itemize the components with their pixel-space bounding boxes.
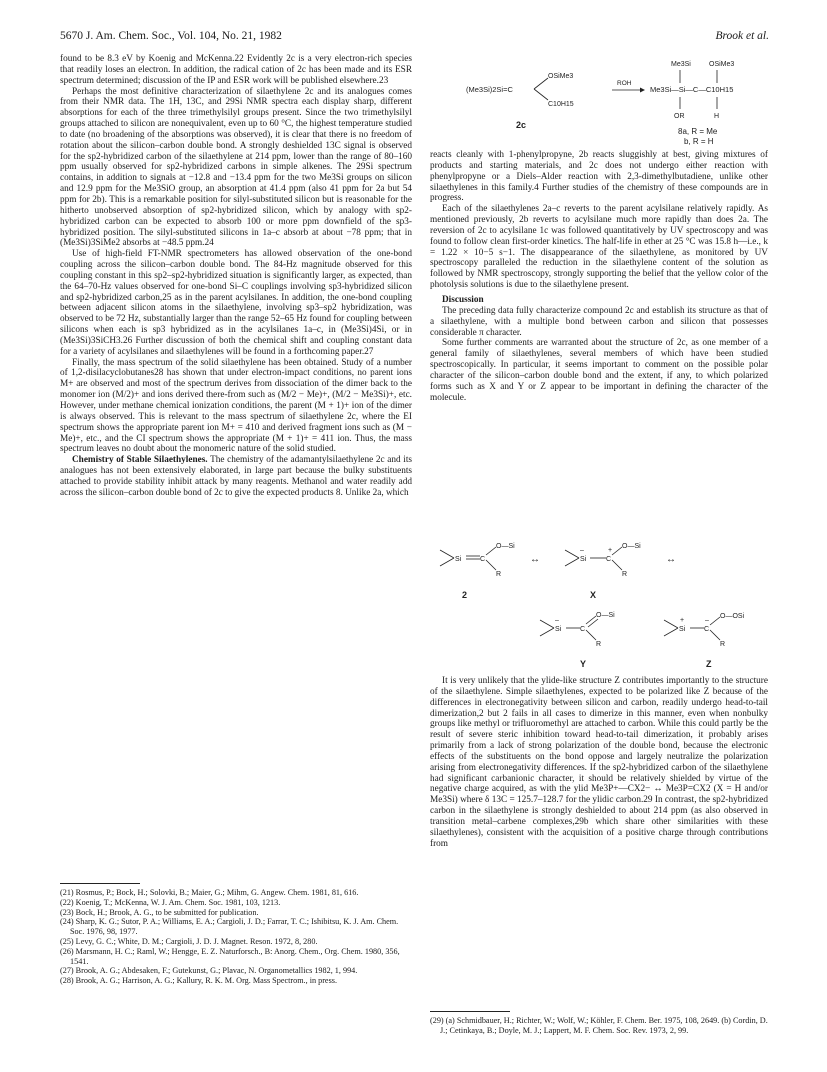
paragraph: It is very unlikely that the ylide-like structure Z contributes importantly to the structure of the silaethylene. Simple silaethylenes, expected to be polarized like Z because of the differences in electronegativity between silicon and carbon, readily undergo head-to-tail dimerization,2 but 2 fails in all cases to dimerize in this manner, even when nonbulky groups like methyl or trifluoromethyl are attached to carbon. While this could partly be the result of severe steric inhibition toward head-to-tail dimerization, it probably arises primarily from a lack of strong polarization of the double bond, because the electronic effects of the substituents on the bond oppose and largely neutralize the polarization arising from electronegativity differences. If the sp2-hybridized carbon of the silaethylene had significant carbanionic character, it should be relatively shielded by virtue of the negative charge acquired, as with the ylid Me3P+—CX2− ↔ Me3P=CX2 (X = H and/or Me3Si) where δ 13C = 125.7–128.7 for the ylidic carbon.29 In contrast, the sp2-hybridized carbon in the silaethylene is strongly deshielded to about 214 ppm (as also observed in transition metal–carbene complexes,29b which share other similarities with these silaethylenes), consistent with the acquisition of a positive charge through contributions from [430,676,768,849]
r-group: R [596,641,602,648]
o-si-group: O—Si [496,543,515,550]
bond [664,628,678,636]
product-or: OR [674,113,685,120]
reaction-scheme [430,54,770,148]
product-osime3: OSiMe3 [709,61,735,68]
charge-plus: + [608,547,613,554]
bond [440,550,454,558]
c-atom: C [704,626,710,633]
journal-citation: 5670 J. Am. Chem. Soc., Vol. 104, No. 21, 1982 [60,30,282,42]
reference: (21) Rosmus, P.; Bock, H.; Solovki, B.; Maier, G.; Mihm, G. Angew. Chem. 1981, 81, 616. [60,888,359,897]
o-si-group: O—Si [596,612,615,619]
author-running-head: Brook et al. [715,30,769,42]
structure-2-label: 2 [462,590,468,600]
resonance-structures [430,540,770,670]
r-group: R [496,571,502,578]
running-header [60,30,769,46]
c-atom: C [480,556,486,563]
resonance-arrow-icon: ↔ [666,554,676,565]
bond [586,630,596,640]
reactant-osime3: OSiMe3 [548,73,574,80]
product-chain: Me3Si—Si—C—C10H15 [650,85,734,94]
bond [534,89,548,100]
right-references [430,1016,768,1036]
o-osi-group: O—OSi [720,613,745,620]
bond [565,558,579,566]
bond [664,620,678,628]
product-me3si: Me3Si [671,61,691,68]
section-heading: Chemistry of Stable Silaethylenes. [72,455,208,466]
c-atom: C [606,556,612,563]
right-column [430,150,768,403]
product-label-b: b, R = H [684,137,714,146]
r-group: R [720,641,726,648]
reactant-c10h15: C10H15 [548,101,574,108]
paragraph: Each of the silaethylenes 2a–c reverts to the parent acylsilane relatively rapidly. As mentioned previously, 2b reverts to acylsilane much more rapidly than does 2a. The reversion of 2c to acylsilane 1c was followed quantitatively by UV spectroscopy and was found to follow clean first-order kinetics. The half-life in ether at 25 °C was 15.8 h—i.e., k = 1.22 × 10−5 s−1. The disappearance of the silaethylene, as monitored by UV spectroscopy paralleled the reduction in the silaethylene content of the solution as followed by NMR spectroscopy, strongly supporting the belief that the yellow color of the photolysis solutions is due to the silaethylene present. [430,204,768,291]
c-atom: C [580,626,586,633]
product-label-a: 8a, R = Me [678,127,718,136]
bond [486,547,496,555]
structure-x-label: X [590,590,597,600]
paragraph: reacts cleanly with 1-phenylpropyne, 2b reacts sluggishly at best, giving mixtures of products and starting materials, and 2c does not undergo either reaction with phenylpropyne or a Diels–Alder reaction with 2,3-dimethylbutadiene, unlike other silaethylenes in this family.4 Further studies of the chemistry of these compounds are in progress. [430,150,768,204]
double-bond [588,619,598,627]
si-atom: Si [679,626,686,633]
compound-label: 2c [516,120,527,130]
paragraph: Finally, the mass spectrum of the solid silaethylene has been obtained. Study of a number of 1,2-disilacyclobutanes28 has shown that under electron-impact conditions, no parent ions M+ are observed and most of the spectrum derives from dissociation of the dimer back to the monomer ion (M/2)+ and ions derived there-from such as (M/2 − Me)+, (M/2 − Me3Si)+, etc. However, under methane chemical ionization conditions, the parent (M + 1)+ ion of the dimer is always observed. This is relevant to the mass spectrum of silaethylene 2c, where the EI spectrum shows the appropriate parent ion M+ = 410 and derived fragment ions such as (M − Me)+, etc., and the CI spectrum shows the appropriate (M + 1)+ = 411 ion. Thus, the mass spectrum leaves no doubt about the monomeric nature of the solid studied. [60,357,412,455]
reference: (27) Brook, A. G.; Abdesaken, F.; Gutekunst, G.; Plavac, N. Organometallics 1982, 1, 994. [60,966,358,976]
bond [710,617,720,625]
paragraph: found to be 8.3 eV by Koenig and McKenna.22 Evidently 2c is a very electron-rich species that readily loses an electron. In addition, the radical cation of 2c has been made and its ESR spectrum determined; discussion of the IP and ESR work will be published elsewhere.23 [60,54,412,86]
bond [710,630,720,640]
structure-y-label: Y [580,659,587,669]
bond [534,78,548,89]
paragraph: The preceding data fully characterize compound 2c and establish its structure as that of a silaethylene, with a multiple bond between carbon and silicon that possesses considerable π character. [430,305,768,338]
r-group: R [622,571,628,578]
structure-z-label: Z [706,659,712,669]
bond [565,550,579,558]
bond [612,560,622,570]
si-atom: Si [580,556,587,563]
si-atom: Si [455,556,462,563]
charge-minus: – [555,617,559,624]
paragraph: Some further comments are warranted about the structure of 2c, as one member of a general family of silaethylenes, several members of which have been studied spectroscopically. In particular, it seems important to comment on the possible polar character of the silicon–carbon double bond and the extent, if any, to which polarized forms such as X and Y or Z appear to be important in defining the character of the molecule. [430,338,768,403]
arrow-head-icon [640,88,645,93]
bond [540,620,554,628]
reference: (29) (a) Schmidbauer, H.; Richter, W.; Wolf, W.; Köhler, F. Chem. Ber. 1975, 108, 2649. (b) Cordin, D. J.; Cetinkaya, B.; Doyle, M. J.; Lappert, M. F. Chem. Soc. Rev. 1973, 2, 99. [430,1016,768,1035]
resonance-arrow-icon: ↔ [530,554,540,565]
section-text: The chemistry of the adamantylsilaethylene 2c and its analogues has not been extensively elaborated, in large part because the bulky substituents attached to provide stability inhibit attack by many reagents. Methanol and water readily add across the silicon–carbon double bond of 2c to give the expected products 8. Unlike 2a, which [60,455,412,498]
bond [486,560,496,570]
paragraph: Use of high-field FT-NMR spectrometers has allowed observation of the one-bond coupling across the silicon–carbon double bond. The 84-Hz magnitude observed for this coupling constant in this sp2–sp2-hybridized situation is significantly larger, as expected, than the 64–70-Hz values observed for one-bond Si–C couplings involving sp3-hybridized silicon and sp2-hybridized carbon,25 as in the parent acylsilanes. In addition, the one-bond coupling between adjacent silicon atoms in the silaethylene, involving sp3–sp2 hybridization, was observed to be 72 Hz, substantially larger than the range 52–65 Hz found for coupling between silicons when each is sp3 hybridized as in the acylsilanes 1a–c, in (Me3Si)4Si, or in (Me3Si)3SiCH3.26 Further discussion of both the chemical shift and coupling constant data for a variety of acylsilanes and silaethylenes will be found in a forthcoming paper.27 [60,249,412,357]
product-h: H [714,113,720,120]
footnote-rule [60,883,140,884]
footnote-rule [430,1011,510,1012]
reference: (23) Bock, H.; Brook, A. G., to be submitted for publication. [60,907,259,917]
reactant-formula: (Me3Si)2Si=C [466,85,513,94]
right-column-continued [430,676,768,850]
left-column [60,54,412,499]
bond [540,628,554,636]
bond [612,547,622,555]
double-bond [586,616,596,624]
o-si-group: O—Si [622,543,641,550]
charge-plus: + [680,617,685,624]
reference: (24) Sharp, K. G.; Sutor, P. A.; Williams, E. A.; Cargioli, J. D.; Farrar, T. C.; Ishibitsu, K. J. Am. Chem. Soc. 1976, 98, 1977. [60,917,399,937]
charge-minus: – [580,547,584,554]
reference: (26) Marsmann, H. C.; Raml, W.; Hengge, E. Z. Naturforsch., B: Anorg. Chem., Org. Chem. 1980, 356, 1541. [60,946,400,966]
reference: (25) Levy, G. C.; White, D. M.; Cargioli, J. D. J. Magnet. Reson. 1972, 8, 280. [60,936,318,946]
paragraph: Perhaps the most definitive characterization of silaethylene 2c and its analogues comes from their NMR data. The 1H, 13C, and 29Si NMR spectra each display sharp, different absorptions for each of the three trimethylsilyl groups present. Since the two trimethylsilyl groups attached to silicon are nonequivalent, even up to 60 °C, the highest temperature studied to date (no broadening of the absorptions was observed), it is clear that there is no freedom of rotation about the silicon–carbon double bond. A strongly deshielded 13C signal is observed for the sp2-hybridized carbon of the silaethylene at 214 ppm, lower than the range of 80–160 ppm usually observed for sp2-hybridized carbons in simple alkenes. The 29Si spectrum contains, in addition to signals at −12.8 and −13.4 ppm for the two Me3Si groups on silicon and 12.9 ppm for the Me3SiO group, an absorption at 41.4 ppm (also 41 ppm for 2a but 54 ppm for 2b). This is a remarkable position for silyl-substituted silicon but is reasonable for the hitherto unobserved absorption of sp2-hybridized silicon, which by analogy with sp2-hybridized carbon can be expected to absorb 100 or more ppm downfield of the sp3-hybridized position. The silyl-substituted silicons in 1a–c absorb at about −78 ppm; that in (Me3Si)3SiMe2 absorbs at −48.5 ppm.24 [60,86,412,249]
left-references [60,888,412,986]
reagent-label: ROH [617,80,632,87]
si-atom: Si [555,626,562,633]
reference: (22) Koenig, T.; McKenna, W. J. Am. Chem. Soc. 1981, 103, 1213. [60,897,281,907]
charge-minus: – [705,617,709,624]
discussion-heading: Discussion [442,294,484,305]
bond [440,558,454,566]
reference: (28) Brook, A. G.; Harrison, A. G.; Kallury, R. K. M. Org. Mass Spectrom., in press. [60,976,337,986]
